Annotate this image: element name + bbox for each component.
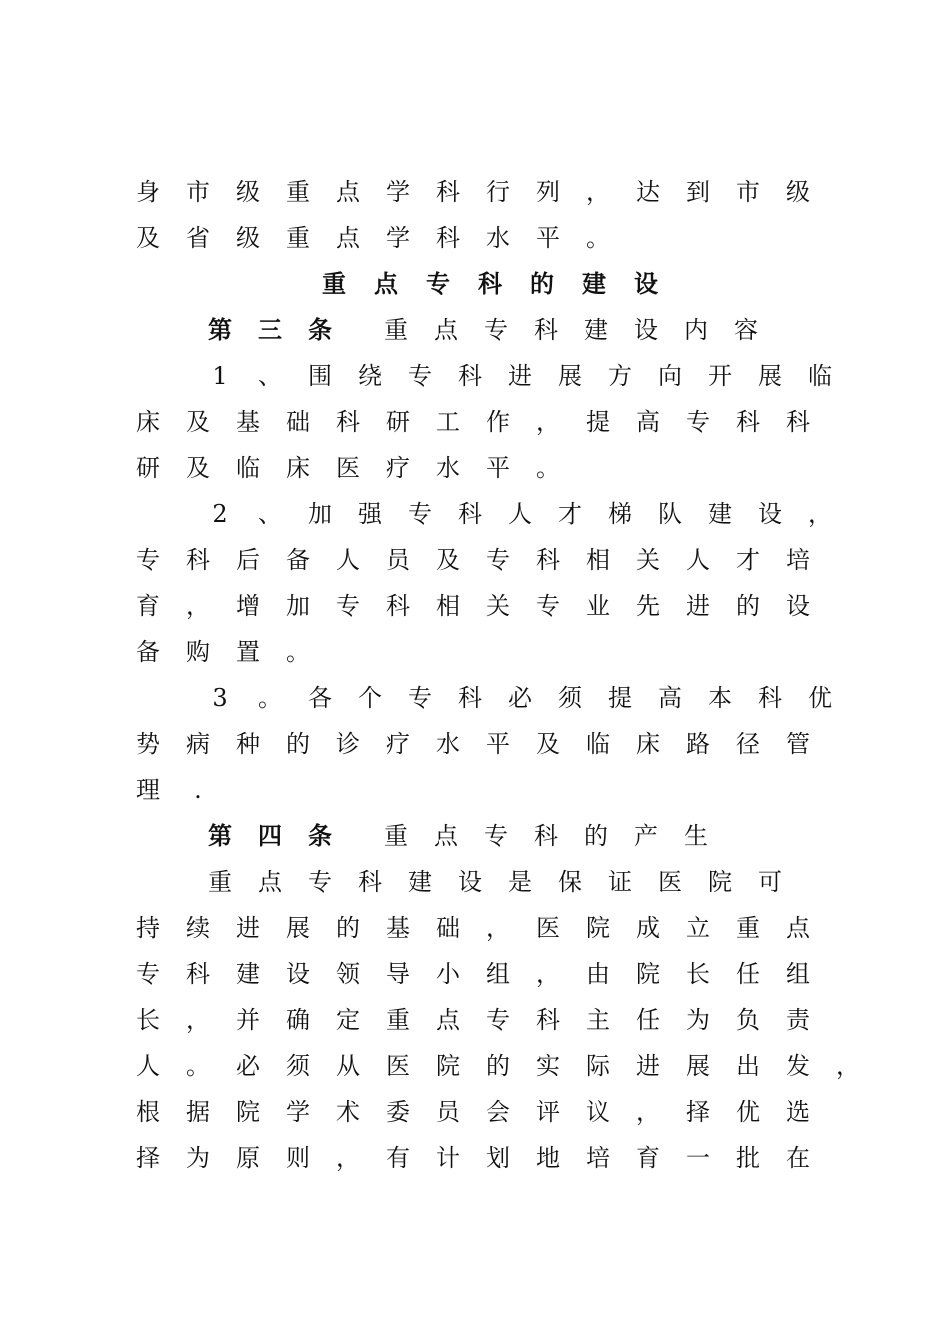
glyph: 划: [486, 1144, 510, 1172]
glyph: 为: [186, 1144, 210, 1172]
glyph: 科: [458, 684, 482, 712]
glyph: 展: [286, 914, 310, 942]
glyph: 生: [684, 822, 708, 850]
glyph: 及: [136, 224, 160, 252]
glyph: 员: [386, 546, 410, 574]
glyph: 展: [558, 362, 582, 390]
glyph: 管: [786, 730, 810, 758]
glyph: 选: [786, 1098, 810, 1126]
glyph: .: [194, 776, 202, 804]
glyph: 实: [536, 1052, 560, 1080]
glyph: 原: [236, 1144, 260, 1172]
glyph: 基: [236, 408, 260, 436]
glyph: 组: [786, 960, 810, 988]
glyph: 建: [708, 500, 732, 528]
glyph: 加: [286, 592, 310, 620]
glyph: 开: [708, 362, 732, 390]
glyph: 点: [436, 1006, 460, 1034]
glyph: 基: [386, 914, 410, 942]
glyph: 备: [286, 546, 310, 574]
glyph: 持: [136, 914, 160, 942]
glyph: 才: [558, 500, 582, 528]
glyph: 建: [408, 868, 432, 896]
glyph: 设: [458, 868, 482, 896]
glyph: 专: [408, 362, 432, 390]
glyph: 设: [786, 592, 810, 620]
glyph: 加: [308, 500, 332, 528]
glyph: 院: [586, 914, 610, 942]
glyph: 建: [584, 316, 608, 344]
glyph: ，: [808, 500, 832, 528]
glyph: 专: [484, 316, 508, 344]
glyph: 的: [336, 914, 360, 942]
glyph: 购: [186, 638, 210, 666]
glyph: 组: [486, 960, 510, 988]
glyph: 设: [286, 960, 310, 988]
glyph: 的: [736, 592, 760, 620]
glyph: 优: [736, 1098, 760, 1126]
glyph: 病: [186, 730, 210, 758]
glyph: 发: [786, 1052, 810, 1080]
glyph: 才: [736, 546, 760, 574]
glyph: 级: [786, 178, 810, 206]
glyph: 工: [436, 408, 460, 436]
glyph: 择: [136, 1144, 160, 1172]
glyph: 长: [686, 960, 710, 988]
glyph: 专: [136, 546, 160, 574]
glyph: 的: [530, 269, 554, 298]
glyph: ，: [836, 1052, 860, 1080]
glyph: 保: [558, 868, 582, 896]
glyph: 科: [534, 822, 558, 850]
glyph: 科: [436, 178, 460, 206]
glyph: 展: [758, 362, 782, 390]
glyph: 须: [286, 1052, 310, 1080]
glyph: 容: [734, 316, 758, 344]
glyph: 由: [586, 960, 610, 988]
glyph: 导: [386, 960, 410, 988]
glyph: 科: [736, 408, 760, 436]
glyph: 身: [136, 178, 160, 206]
glyph: 专: [486, 1006, 510, 1034]
glyph: 水: [436, 730, 460, 758]
glyph: 围: [308, 362, 332, 390]
glyph: 种: [236, 730, 260, 758]
glyph: 据: [186, 1098, 210, 1126]
glyph: 学: [386, 224, 410, 252]
glyph: 相: [436, 592, 460, 620]
glyph: 进: [236, 914, 260, 942]
glyph: 医: [336, 454, 360, 482]
glyph: 础: [286, 408, 310, 436]
glyph: 任: [736, 960, 760, 988]
glyph: 水: [436, 454, 460, 482]
glyph: 床: [286, 454, 310, 482]
glyph: 专: [686, 408, 710, 436]
glyph: 培: [786, 546, 810, 574]
glyph: 高: [636, 408, 660, 436]
glyph: 从: [336, 1052, 360, 1080]
glyph: 人: [508, 500, 532, 528]
glyph: 2: [212, 500, 228, 528]
glyph: 则: [286, 1144, 310, 1172]
glyph: 的: [584, 822, 608, 850]
glyph: 院: [708, 868, 732, 896]
glyph: 路: [686, 730, 710, 758]
glyph: 及: [186, 454, 210, 482]
glyph: 专: [484, 822, 508, 850]
glyph: 临: [808, 362, 832, 390]
glyph: 科: [436, 224, 460, 252]
glyph: 员: [436, 1098, 460, 1126]
glyph: 科: [336, 408, 360, 436]
glyph: 关: [486, 592, 510, 620]
glyph: 育: [636, 1144, 660, 1172]
glyph: 。: [258, 684, 282, 712]
glyph: 院: [636, 960, 660, 988]
glyph: 人: [686, 546, 710, 574]
glyph: ，: [536, 960, 560, 988]
glyph: 点: [374, 269, 398, 298]
glyph: 个: [358, 684, 382, 712]
glyph: 3: [212, 684, 228, 712]
glyph: 必: [236, 1052, 260, 1080]
glyph: 重: [322, 269, 346, 298]
glyph: 科: [534, 316, 558, 344]
glyph: 专: [136, 960, 160, 988]
glyph: 设: [634, 269, 658, 298]
glyph: 重: [386, 1006, 410, 1034]
glyph: 础: [436, 914, 460, 942]
glyph: 及: [536, 730, 560, 758]
glyph: 人: [336, 546, 360, 574]
glyph: 批: [736, 1144, 760, 1172]
glyph: 级: [236, 224, 260, 252]
glyph: 术: [336, 1098, 360, 1126]
glyph: 院: [436, 1052, 460, 1080]
glyph: 设: [758, 500, 782, 528]
glyph: 临: [236, 454, 260, 482]
glyph: 小: [436, 960, 460, 988]
glyph: 点: [434, 822, 458, 850]
glyph: 业: [586, 592, 610, 620]
glyph: 科: [786, 408, 810, 436]
glyph: 到: [686, 178, 710, 206]
glyph: 育: [136, 592, 160, 620]
glyph: 点: [336, 224, 360, 252]
glyph: 计: [436, 1144, 460, 1172]
glyph: 成: [636, 914, 660, 942]
glyph: 进: [636, 1052, 660, 1080]
glyph: 领: [336, 960, 360, 988]
glyph: 专: [486, 546, 510, 574]
glyph: 续: [186, 914, 210, 942]
glyph: 的: [286, 730, 310, 758]
glyph: 第: [208, 315, 232, 344]
glyph: 本: [708, 684, 732, 712]
glyph: 、: [258, 362, 282, 390]
glyph: 专: [408, 684, 432, 712]
glyph: 责: [786, 1006, 810, 1034]
glyph: 医: [658, 868, 682, 896]
glyph: 相: [586, 546, 610, 574]
glyph: 临: [586, 730, 610, 758]
glyph: 置: [236, 638, 260, 666]
glyph: 高: [658, 684, 682, 712]
glyph: 的: [486, 1052, 510, 1080]
glyph: 有: [386, 1144, 410, 1172]
glyph: 学: [286, 1098, 310, 1126]
glyph: 强: [358, 500, 382, 528]
glyph: ，: [486, 914, 510, 942]
glyph: 、: [258, 500, 282, 528]
glyph: 科: [536, 546, 560, 574]
glyph: 院: [236, 1098, 260, 1126]
glyph: 点: [434, 316, 458, 344]
glyph: 后: [236, 546, 260, 574]
glyph: 专: [308, 868, 332, 896]
glyph: 科: [758, 684, 782, 712]
glyph: 水: [486, 224, 510, 252]
glyph: ，: [186, 1006, 210, 1034]
glyph: 达: [636, 178, 660, 206]
glyph: 梯: [608, 500, 632, 528]
glyph: 可: [758, 868, 782, 896]
glyph: 作: [486, 408, 510, 436]
glyph: 任: [636, 1006, 660, 1034]
glyph: 科: [186, 546, 210, 574]
glyph: 床: [136, 408, 160, 436]
glyph: 提: [586, 408, 610, 436]
glyph: 关: [636, 546, 660, 574]
glyph: ，: [586, 178, 610, 206]
glyph: 重: [384, 316, 408, 344]
glyph: 立: [686, 914, 710, 942]
glyph: 在: [786, 1144, 810, 1172]
glyph: 出: [736, 1052, 760, 1080]
glyph: 三: [258, 315, 282, 344]
glyph: 培: [586, 1144, 610, 1172]
glyph: ，: [636, 1098, 660, 1126]
glyph: 长: [136, 1006, 160, 1034]
glyph: 重: [286, 224, 310, 252]
glyph: ，: [186, 592, 210, 620]
glyph: 科: [458, 500, 482, 528]
glyph: 疗: [386, 454, 410, 482]
glyph: 进: [686, 592, 710, 620]
glyph: 确: [286, 1006, 310, 1034]
glyph: 专: [408, 500, 432, 528]
glyph: 级: [236, 178, 260, 206]
glyph: 评: [536, 1098, 560, 1126]
glyph: 。: [186, 1052, 210, 1080]
glyph: 必: [508, 684, 532, 712]
glyph: 科: [386, 592, 410, 620]
glyph: 医: [536, 914, 560, 942]
glyph: 理: [136, 776, 160, 804]
glyph: 委: [386, 1098, 410, 1126]
glyph: 负: [736, 1006, 760, 1034]
glyph: 平: [486, 454, 510, 482]
glyph: 进: [508, 362, 532, 390]
glyph: 定: [336, 1006, 360, 1034]
glyph: 为: [686, 1006, 710, 1034]
glyph: 医: [386, 1052, 410, 1080]
glyph: 科: [478, 269, 502, 298]
glyph: 并: [236, 1006, 260, 1034]
glyph: 地: [536, 1144, 560, 1172]
glyph: 专: [336, 592, 360, 620]
glyph: 第: [208, 821, 232, 850]
glyph: 条: [308, 821, 332, 850]
glyph: 。: [286, 638, 310, 666]
glyph: 平: [536, 224, 560, 252]
glyph: 诊: [336, 730, 360, 758]
glyph: 点: [336, 178, 360, 206]
glyph: 市: [736, 178, 760, 206]
glyph: 行: [486, 178, 510, 206]
glyph: 重: [384, 822, 408, 850]
glyph: 证: [608, 868, 632, 896]
glyph: 疗: [386, 730, 410, 758]
glyph: 1: [212, 362, 228, 390]
glyph: 学: [386, 178, 410, 206]
glyph: 备: [136, 638, 160, 666]
glyph: 及: [436, 546, 460, 574]
glyph: 优: [808, 684, 832, 712]
glyph: 先: [636, 592, 660, 620]
glyph: 际: [586, 1052, 610, 1080]
glyph: 建: [236, 960, 260, 988]
glyph: 平: [486, 730, 510, 758]
glyph: 省: [186, 224, 210, 252]
glyph: 科: [186, 960, 210, 988]
glyph: 研: [136, 454, 160, 482]
glyph: 会: [486, 1098, 510, 1126]
glyph: 点: [258, 868, 282, 896]
glyph: 四: [258, 821, 282, 850]
glyph: 床: [636, 730, 660, 758]
glyph: 是: [508, 868, 532, 896]
glyph: 列: [536, 178, 560, 206]
glyph: 设: [634, 316, 658, 344]
glyph: 各: [308, 684, 332, 712]
glyph: 专: [426, 269, 450, 298]
glyph: 人: [136, 1052, 160, 1080]
glyph: 科: [458, 362, 482, 390]
glyph: 择: [686, 1098, 710, 1126]
glyph: 提: [608, 684, 632, 712]
glyph: 议: [586, 1098, 610, 1126]
glyph: 专: [536, 592, 560, 620]
glyph: 及: [186, 408, 210, 436]
glyph: 向: [658, 362, 682, 390]
glyph: 。: [586, 224, 610, 252]
glyph: 科: [536, 1006, 560, 1034]
glyph: 绕: [358, 362, 382, 390]
glyph: 势: [136, 730, 160, 758]
glyph: 内: [684, 316, 708, 344]
glyph: 展: [686, 1052, 710, 1080]
glyph: 须: [558, 684, 582, 712]
glyph: ，: [536, 408, 560, 436]
glyph: 队: [658, 500, 682, 528]
glyph: 研: [386, 408, 410, 436]
glyph: 重: [208, 868, 232, 896]
glyph: 径: [736, 730, 760, 758]
glyph: 一: [686, 1144, 710, 1172]
glyph: 产: [634, 822, 658, 850]
glyph: 重: [736, 914, 760, 942]
glyph: ，: [336, 1144, 360, 1172]
glyph: 增: [236, 592, 260, 620]
glyph: 重: [286, 178, 310, 206]
glyph: 建: [582, 269, 606, 298]
glyph: 条: [308, 315, 332, 344]
glyph: 根: [136, 1098, 160, 1126]
glyph: 主: [586, 1006, 610, 1034]
glyph: 点: [786, 914, 810, 942]
glyph: 科: [358, 868, 382, 896]
glyph: 。: [536, 454, 560, 482]
glyph: 市: [186, 178, 210, 206]
glyph: 方: [608, 362, 632, 390]
